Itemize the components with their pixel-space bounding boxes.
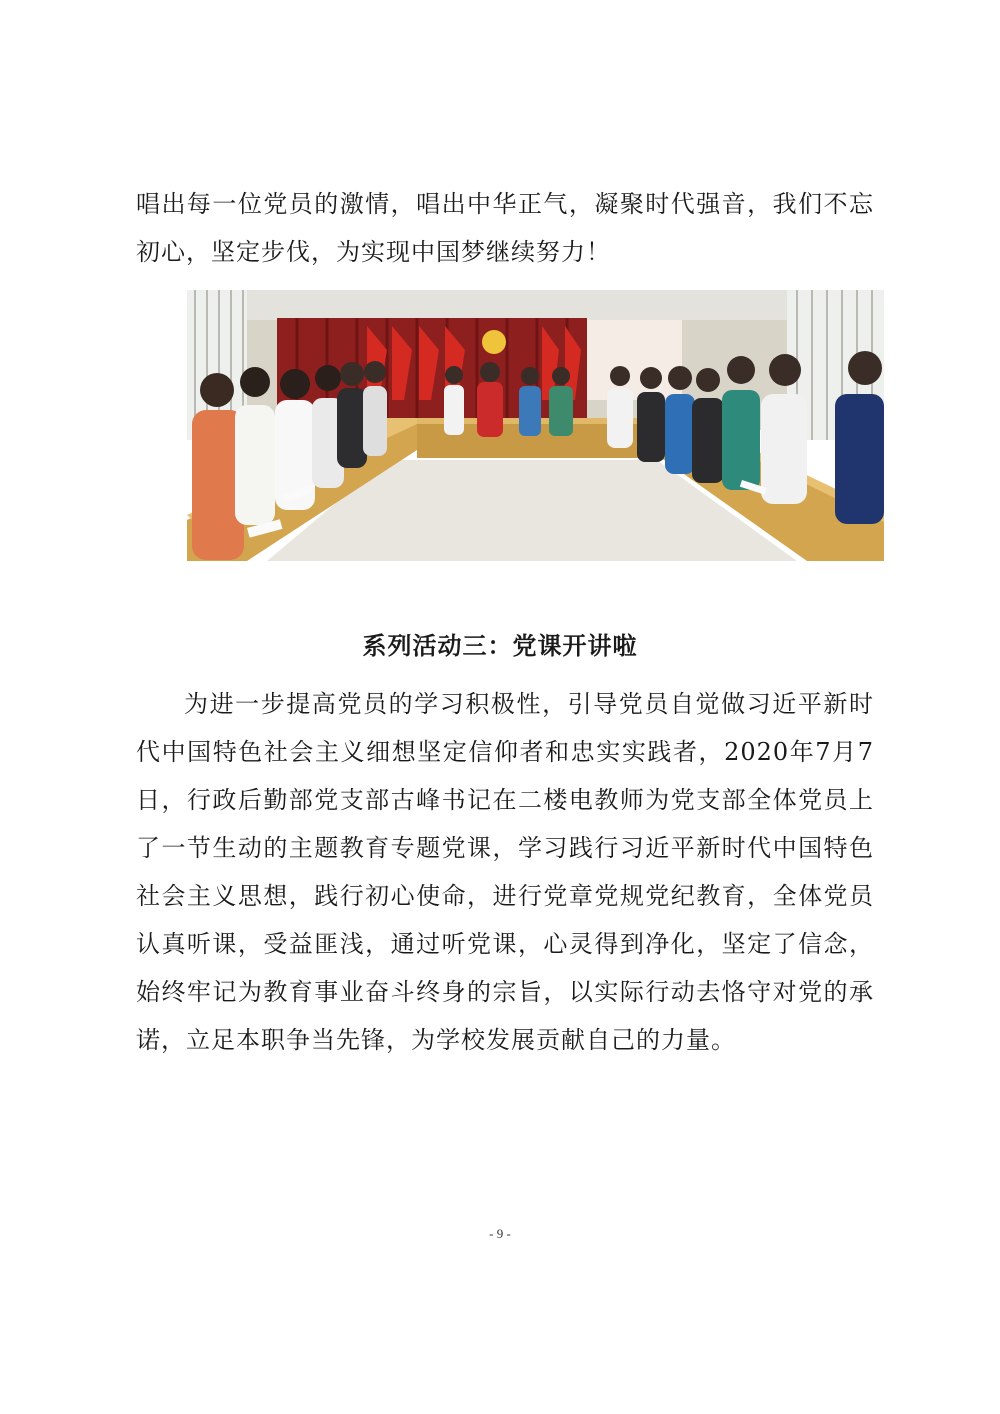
meeting-photo bbox=[187, 290, 884, 561]
page-number: - 9 - bbox=[489, 1226, 511, 1241]
body-paragraph: 为进一步提高党员的学习积极性，引导党员自觉做习近平新时代中国特色社会主义细想坚定信仰者和忠实实践者，2020年7月7日，行政后勤部党支部古峰书记在二楼电教师为党支部全体党员上了一节生动的主题教育专题党课，学习践行习近平新时代中国特色社会主义思想，践行初心使命，进行党章党规党纪教育，全体党员认真听课，受益匪浅，通过听党课，心灵得到净化，坚定了信念，始终牢记为教育事业奋斗终身的宗旨，以实际行动去恪守对党的承诺，立足本职争当先锋，为学校发展贡献自己的力量。 bbox=[136, 690, 874, 1054]
section-heading: 系列活动三：党课开讲啦 bbox=[362, 631, 638, 660]
intro-paragraph: 唱出每一位党员的激情，唱出中华正气，凝聚时代强音，我们不忘初心，坚定步伐，为实现中国梦继续努力！ bbox=[136, 190, 874, 266]
